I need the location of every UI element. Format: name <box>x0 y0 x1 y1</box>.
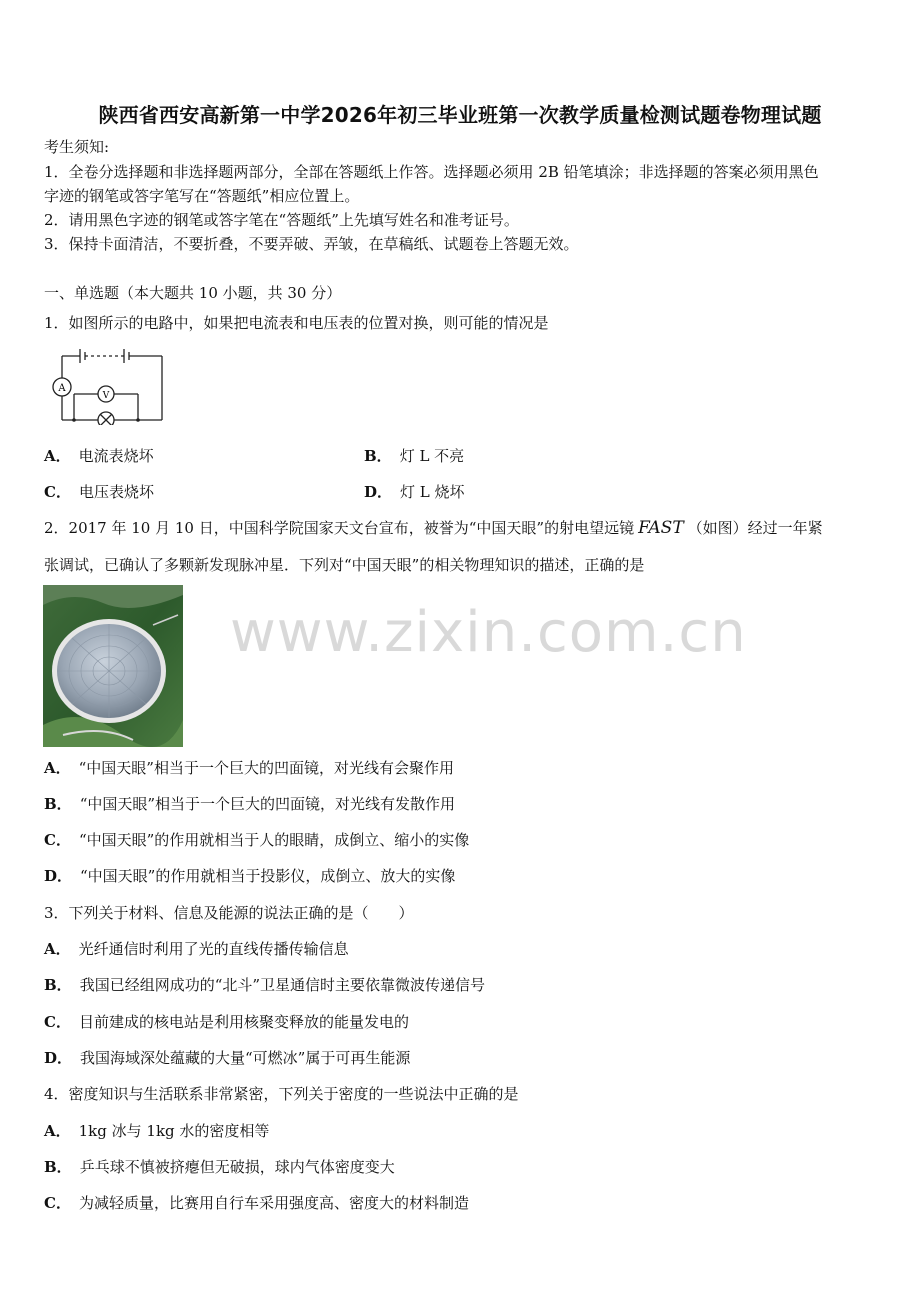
q2-option-a[interactable] <box>44 758 454 778</box>
page-title: 陕西省西安高新第一中学2026年初三毕业班第一次教学质量检测试题卷物理试题 <box>98 103 822 127</box>
option-key: A． <box>44 1122 71 1140</box>
q2-option-c[interactable] <box>44 830 469 850</box>
option-text: 目前建成的核电站是利用核聚变释放的能量发电的 <box>78 1013 409 1031</box>
option-key: D． <box>44 1049 73 1067</box>
q4-option-a[interactable] <box>44 1121 269 1141</box>
stem-text: 2．2017 年 10 月 10 日，中国科学院国家天文台宣布，被誉为“中国天眼”的射电望远镜 <box>44 519 635 537</box>
q1-option-b[interactable] <box>364 446 464 466</box>
notice-line: 3．保持卡面清洁，不要折叠，不要弄破、弄皱，在草稿纸、试题卷上答题无效。 <box>44 235 579 253</box>
q3-option-a[interactable] <box>44 939 349 959</box>
option-key: A． <box>44 940 71 958</box>
option-key: B． <box>44 795 72 813</box>
question-2-stem-line2: 张调试，已确认了多颗新发现脉冲星．下列对“中国天眼”的相关物理知识的描述，正确的是 <box>44 556 645 574</box>
question-1-stem: 1．如图所示的电路中，如果把电流表和电压表的位置对换，则可能的情况是 <box>44 314 549 332</box>
option-text: 1kg 冰与 1kg 水的密度相等 <box>78 1122 270 1140</box>
q4-option-b[interactable] <box>44 1157 395 1177</box>
option-key: C． <box>44 1013 71 1031</box>
option-text: 电压表烧坏 <box>78 483 154 501</box>
option-text: 乒乓球不慎被挤瘪但无破损，球内气体密度变大 <box>79 1158 395 1176</box>
option-text: 光纤通信时利用了光的直线传播传输信息 <box>78 940 349 958</box>
notice-line: 字迹的钢笔或答字笔写在“答题纸”相应位置上。 <box>44 187 360 205</box>
option-text: “中国天眼”的作用就相当于投影仪，成倒立、放大的实像 <box>80 867 456 885</box>
option-key: C． <box>44 831 71 849</box>
q4-option-c[interactable] <box>44 1193 469 1213</box>
question-3-stem: 3．下列关于材料、信息及能源的说法正确的是（ ） <box>44 904 414 922</box>
question-2-stem <box>44 518 823 538</box>
circuit-diagram <box>44 347 166 425</box>
option-key: A． <box>44 447 71 465</box>
option-text: 灯 L 烧坏 <box>400 483 465 501</box>
q1-option-c[interactable] <box>44 482 154 502</box>
option-key: B． <box>364 447 392 465</box>
notice-line: 2．请用黑色字迹的钢笔或答字笔在“答题纸”上先填写姓名和准考证号。 <box>44 211 519 229</box>
option-text: “中国天眼”相当于一个巨大的凹面镜，对光线有会聚作用 <box>78 759 454 777</box>
notice-heading: 考生须知: <box>44 138 110 156</box>
option-key: C． <box>44 483 71 501</box>
question-4-stem: 4．密度知识与生活联系非常紧密，下列关于密度的一些说法中正确的是 <box>44 1085 519 1103</box>
q2-option-d[interactable] <box>44 866 455 886</box>
ammeter-label: A <box>58 383 66 394</box>
option-text: 我国海域深处蕴藏的大量“可燃冰”属于可再生能源 <box>80 1049 411 1067</box>
option-text: 电流表烧坏 <box>78 447 154 465</box>
option-key: D． <box>364 483 393 501</box>
fast-label: FAST <box>638 518 684 538</box>
option-key: B． <box>44 976 72 994</box>
stem-text: （如图）经过一年紧 <box>687 519 823 537</box>
q1-option-d[interactable] <box>364 482 465 502</box>
option-text: 灯 L 不亮 <box>399 447 465 465</box>
q1-option-a[interactable] <box>44 446 154 466</box>
q2-option-b[interactable] <box>44 794 455 814</box>
option-text: “中国天眼”相当于一个巨大的凹面镜，对光线有发散作用 <box>79 795 456 813</box>
option-text: 为减轻质量，比赛用自行车采用强度高、密度大的材料制造 <box>78 1194 469 1212</box>
option-text: 我国已经组网成功的“北斗”卫星通信时主要依靠微波传递信号 <box>79 976 486 994</box>
option-key: B． <box>44 1158 72 1176</box>
watermark: www.zixin.com.cn <box>230 600 747 665</box>
fast-telescope-photo <box>43 585 183 747</box>
option-key: D． <box>44 867 73 885</box>
notice-line: 1．全卷分选择题和非选择题两部分，全部在答题纸上作答。选择题必须用 2B 铅笔填涂；非选择题的答案必须用黑色 <box>44 163 819 181</box>
q3-option-c[interactable] <box>44 1012 409 1032</box>
section-heading: 一、单选题（本大题共 10 小题，共 30 分） <box>44 284 342 302</box>
q3-option-b[interactable] <box>44 975 485 995</box>
option-key: A． <box>44 759 71 777</box>
voltmeter-label: V <box>102 391 110 401</box>
q3-option-d[interactable] <box>44 1048 410 1068</box>
option-key: C． <box>44 1194 71 1212</box>
option-text: “中国天眼”的作用就相当于人的眼睛，成倒立、缩小的实像 <box>78 831 470 849</box>
